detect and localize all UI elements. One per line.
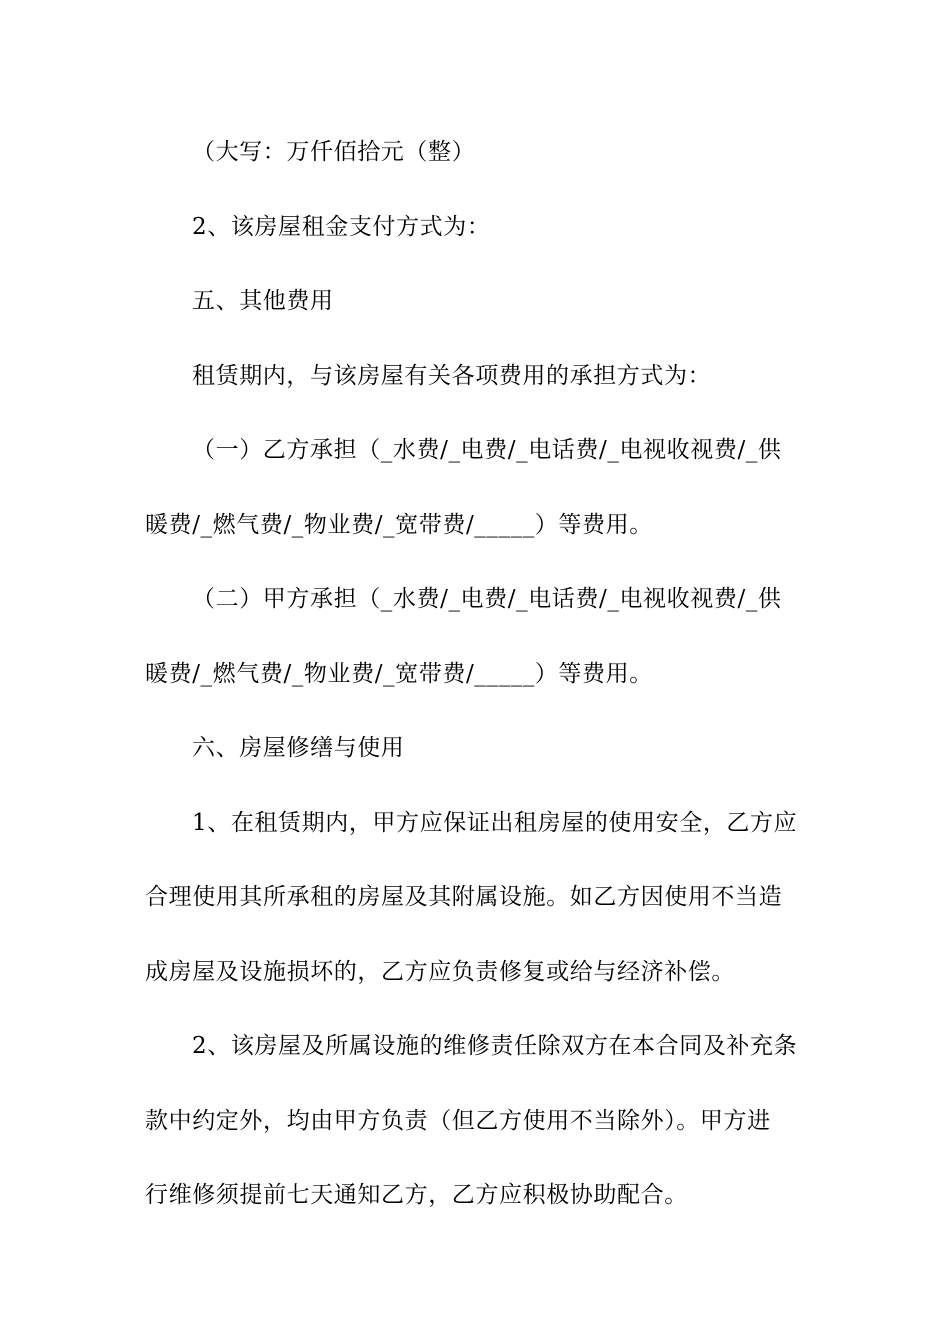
amount-in-words-line: （大写：万仟佰拾元（整） (192, 139, 476, 165)
repair-clause-2-line-1: 2、该房屋及所属设施的维修责任除双方在本合同及补充条 (192, 1033, 798, 1059)
repair-clause-2-line-2: 款中约定外，均由甲方负责（但乙方使用不当除外）。甲方进 (145, 1108, 771, 1134)
rent-payment-method-line: 2、该房屋租金支付方式为： (192, 214, 491, 240)
party-a-fees-line-2: 暖费/_燃气费/_物业费/_宽带费/_____）等费用。 (145, 661, 653, 687)
fees-intro-paragraph: 租赁期内，与该房屋有关各项费用的承担方式为： (192, 363, 712, 389)
section-six-heading: 六、房屋修缮与使用 (192, 735, 405, 761)
repair-clause-1-line-2: 合理使用其所承租的房屋及其附属设施。如乙方因使用不当造 (145, 884, 783, 910)
repair-clause-2-line-3: 行维修须提前七天通知乙方，乙方应积极协助配合。 (145, 1182, 688, 1208)
repair-clause-1-line-1: 1、在租赁期内，甲方应保证出租房屋的使用安全，乙方应 (192, 810, 798, 836)
party-a-fees-line-1: （二）甲方承担（_水费/_电费/_电话费/_电视收视费/_供 (192, 586, 782, 612)
section-five-heading: 五、其他费用 (192, 288, 334, 314)
party-b-fees-line-2: 暖费/_燃气费/_物业费/_宽带费/_____）等费用。 (145, 512, 653, 538)
party-b-fees-line-1: （一）乙方承担（_水费/_电费/_电话费/_电视收视费/_供 (192, 437, 782, 463)
repair-clause-1-line-3: 成房屋及设施损坏的，乙方应负责修复或给与经济补偿。 (145, 959, 735, 985)
